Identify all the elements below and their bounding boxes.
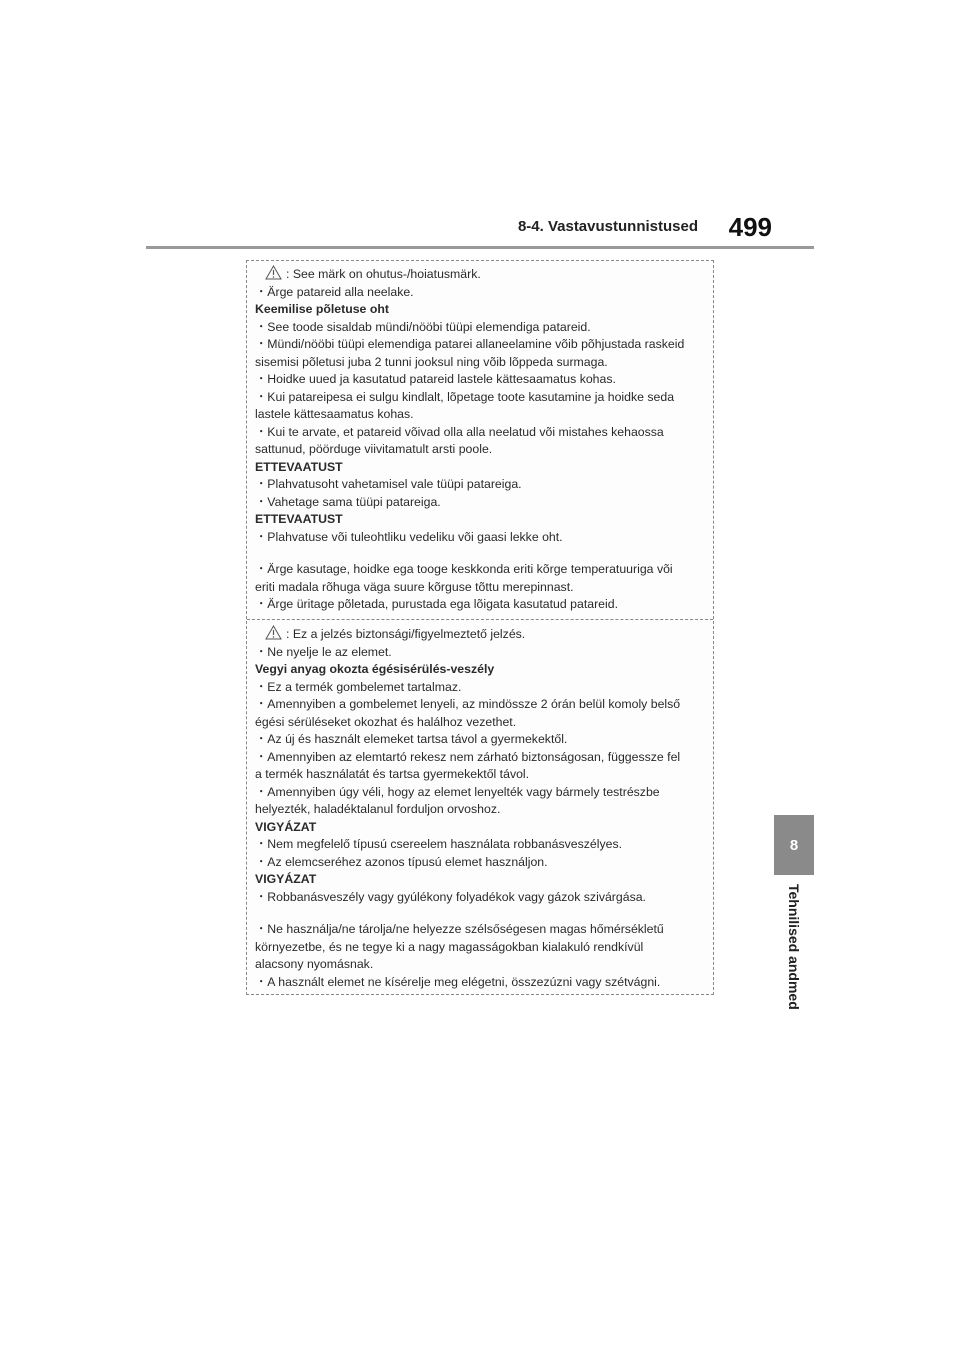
- notice-line: környezetbe, és ne tegye ki a nagy magasságokban kialakuló rendkívül: [255, 939, 644, 954]
- section-title: 8-4. Vastavustunnistused: [517, 218, 698, 235]
- warning-triangle-icon: [265, 625, 282, 640]
- notice-line: ・Ne nyelje le az elemet.: [255, 644, 392, 659]
- notice-line: ・Ne használja/ne tárolja/ne helyezze szélsőségesen magas hőmérsékletű: [255, 922, 664, 936]
- notice-line: ・Ärge patareid alla neelake.: [255, 284, 414, 299]
- notice-line: ・Amennyiben úgy véli, hogy az elemet lenyelték vagy bármely testrészbe: [255, 784, 660, 799]
- notice-heading-line: [255, 625, 707, 644]
- chapter-number: 8: [789, 836, 799, 854]
- notice-line: ・A használt elemet ne kísérelje meg elégetni, összezúzni vagy szétvágni.: [255, 974, 661, 989]
- notice-line: helyezték, haladéktalanul forduljon orvoshoz.: [255, 802, 501, 816]
- notice-line: ・Amennyiben az elemtartó rekesz nem zárható biztonságosan, függessze fel: [255, 749, 681, 764]
- hazard-heading: Vegyi anyag okozta égésisérülés-veszély: [255, 662, 495, 676]
- notice-line: eriti madala rõhuga väga suure kõrguse tõttu merepinnast.: [255, 579, 574, 594]
- notice-line: ・Az elemcseréhez azonos típusú elemet használjon.: [255, 854, 548, 869]
- notice-line: ・Ärge üritage põletada, purustada ega lõigata kasutatud patareid.: [255, 597, 619, 611]
- caution-heading: VIGYÁZAT: [255, 819, 317, 834]
- notice-line: ・Az új és használt elemeket tartsa távol a gyermekektől.: [255, 732, 568, 746]
- notice-line: ・Mündi/nööbi tüüpi elemendiga patarei allaneelamine võib põhjustada raskeid: [255, 337, 685, 351]
- hazard-heading: Keemilise põletuse oht: [255, 302, 389, 316]
- notice-line: ・Nem megfelelő típusú csereelem használata robbanásveszélyes.: [255, 837, 623, 851]
- notice-line: ・Vahetage sama tüüpi patareiga.: [255, 494, 441, 509]
- notice-hungarian: [255, 625, 707, 991]
- page-number: 499: [728, 212, 772, 242]
- notice-heading-text: : Ez a jelzés biztonsági/figyelmeztető jelzés.: [286, 627, 526, 641]
- notice-line: ・Plahvatusoht vahetamisel vale tüüpi patareiga.: [255, 477, 522, 491]
- notice-heading-text: : See märk on ohutus-/hoiatusmärk.: [286, 267, 481, 281]
- notice-line: sisemisi põletusi juba 2 tunni jooksul ning võib lõppeda surmaga.: [255, 354, 608, 369]
- notice-line: alacsony nyomásnak.: [255, 957, 374, 971]
- notice-line: ・Kui patareipesa ei sulgu kindlalt, lõpetage toote kasutamine ja hoidke seda: [255, 389, 675, 404]
- notice-line: ・Plahvatuse või tuleohtliku vedeliku või gaasi lekke oht.: [255, 529, 563, 544]
- page-header: [146, 210, 814, 249]
- notice-line: ・Ärge kasutage, hoidke ega tooge keskkonda eriti kõrge temperatuuriga või: [255, 562, 673, 576]
- section-divider: [247, 619, 713, 620]
- notice-line: a termék használatát és tartsa gyermekektől távol.: [255, 767, 530, 781]
- notice-estonian: [255, 265, 707, 614]
- notice-line: ・Kui te arvate, et patareid võivad olla alla neelatud või mistahes kehaossa: [255, 424, 664, 439]
- notice-line: ・Amennyiben a gombelemet lenyeli, az mindössze 2 órán belül komoly belső: [255, 697, 681, 711]
- notice-line: égési sérüléseket okozhat és halálhoz vezethet.: [255, 714, 517, 729]
- warning-triangle-icon: [265, 265, 282, 280]
- chapter-tab: [774, 815, 814, 875]
- battery-warning-notice: [246, 260, 714, 995]
- notice-heading-line: [255, 265, 707, 284]
- caution-heading: VIGYÁZAT: [255, 872, 317, 886]
- chapter-label: Tehnilised andmed: [786, 884, 802, 1010]
- notice-line: sattunud, pöörduge viivitamatult arsti poole.: [255, 442, 493, 456]
- notice-line: lastele kättesaamatus kohas.: [255, 407, 414, 421]
- notice-line: ・See toode sisaldab mündi/nööbi tüüpi elemendiga patareid.: [255, 319, 591, 334]
- notice-line: ・Ez a termék gombelemet tartalmaz.: [255, 679, 462, 694]
- notice-line: ・Robbanásveszély vagy gyúlékony folyadékok vagy gázok szivárgása.: [255, 889, 646, 904]
- caution-heading: ETTEVAATUST: [255, 512, 343, 526]
- caution-heading: ETTEVAATUST: [255, 459, 343, 474]
- notice-line: ・Hoidke uued ja kasutatud patareid lastele kättesaamatus kohas.: [255, 372, 616, 386]
